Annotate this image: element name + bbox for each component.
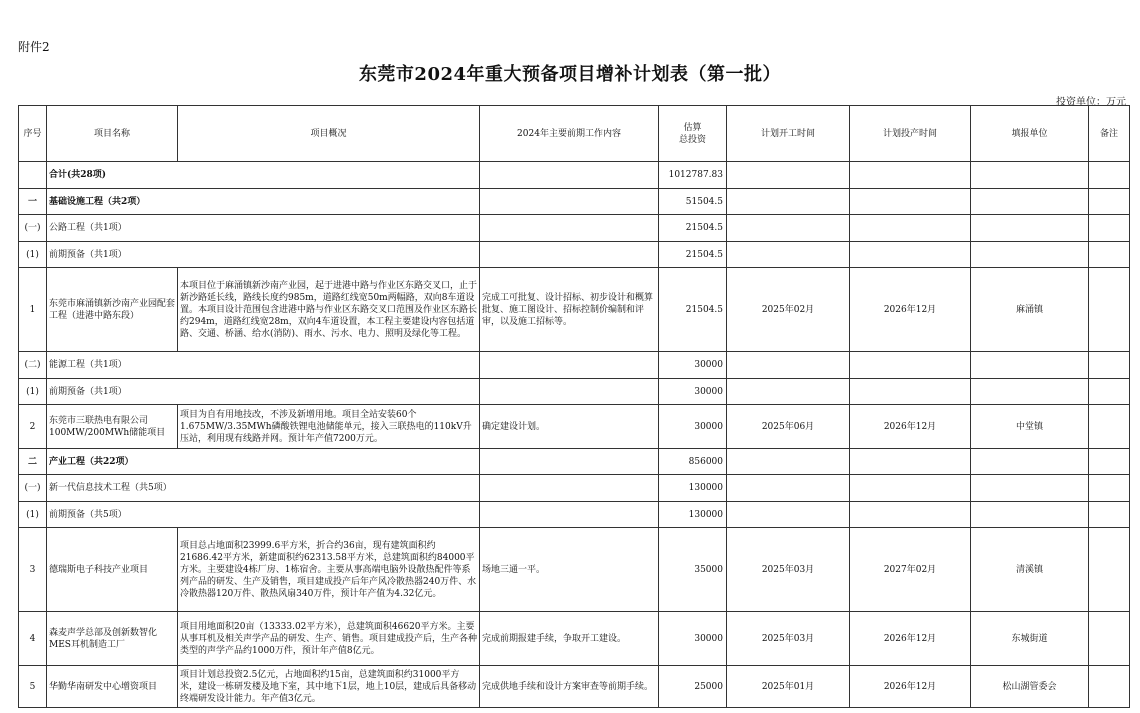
project-finish: 2027年02月 <box>850 528 971 612</box>
project-work: 完成工可批复、设计招标、初步设计和概算批复、施工图设计、招标控制价编制和评审，以及施工招标等。 <box>480 268 659 352</box>
project-work: 完成前期报建手续，争取开工建设。 <box>480 612 659 666</box>
header-invest-line1: 估算 <box>683 122 702 133</box>
subsection-seq: (二) <box>19 352 47 379</box>
preparation-seq: (1) <box>19 242 47 268</box>
project-invest: 25000 <box>659 666 727 708</box>
project-row <box>19 612 1130 666</box>
section-invest: 51504.5 <box>659 189 727 215</box>
project-note <box>1089 268 1130 352</box>
project-row <box>19 405 1130 449</box>
header-work: 2024年主要前期工作内容 <box>480 106 659 162</box>
section-invest: 856000 <box>659 449 727 475</box>
total-label: 合计(共28项) <box>47 162 480 189</box>
subsection-invest: 130000 <box>659 475 727 502</box>
project-row <box>19 268 1130 352</box>
project-seq: 2 <box>19 405 47 449</box>
preparation-label: 前期预备（共1项） <box>47 379 480 405</box>
header-overview: 项目概况 <box>178 106 480 162</box>
project-note <box>1089 666 1130 708</box>
preparation-invest: 130000 <box>659 502 727 528</box>
project-seq: 1 <box>19 268 47 352</box>
subsection-row <box>19 352 1130 379</box>
total-invest: 1012787.83 <box>659 162 727 189</box>
investment-unit: 投资单位：万元 <box>1056 97 1126 108</box>
header-start: 计划开工时间 <box>727 106 850 162</box>
project-invest: 30000 <box>659 405 727 449</box>
preparation-row <box>19 502 1130 528</box>
subsection-seq: (一) <box>19 475 47 502</box>
project-note <box>1089 612 1130 666</box>
subsection-label: 能源工程（共1项） <box>47 352 480 379</box>
project-start: 2025年03月 <box>727 612 850 666</box>
project-invest: 30000 <box>659 612 727 666</box>
subsection-row <box>19 215 1130 242</box>
header-name: 项目名称 <box>47 106 178 162</box>
section-seq: 二 <box>19 449 47 475</box>
project-overview: 项目总占地面积23999.6平方米，折合约36亩，现有建筑面积约21686.42平方米，新建面积约62313.58平方米，总建筑面积约84000平方米。主要建设4栋厂房、1栋宿舍。主要从事高端电脑外设散热配件等系列产品的研发、生产及销售，项目建成投产后年产风冷散热器240万件、水冷散热器120万件、散热风扇340万件，预计年产值为4.32亿元。 <box>178 528 480 612</box>
section-label: 基础设施工程（共2项） <box>47 189 480 215</box>
section-seq: 一 <box>19 189 47 215</box>
project-note <box>1089 528 1130 612</box>
header-invest <box>659 106 727 162</box>
project-name: 森麦声学总部及创新数智化MES耳机制造工厂 <box>47 612 178 666</box>
preparation-invest: 30000 <box>659 379 727 405</box>
project-seq: 4 <box>19 612 47 666</box>
header-finish: 计划投产时间 <box>850 106 971 162</box>
preparation-invest: 21504.5 <box>659 242 727 268</box>
project-finish: 2026年12月 <box>850 268 971 352</box>
project-unit: 东城街道 <box>971 612 1089 666</box>
subsection-invest: 21504.5 <box>659 215 727 242</box>
project-finish: 2026年12月 <box>850 405 971 449</box>
project-note <box>1089 405 1130 449</box>
header-unit: 填报单位 <box>971 106 1089 162</box>
project-invest: 21504.5 <box>659 268 727 352</box>
project-table <box>18 105 1130 708</box>
section-label: 产业工程（共22项） <box>47 449 480 475</box>
subsection-row <box>19 475 1130 502</box>
section-row <box>19 189 1130 215</box>
total-row <box>19 162 1130 189</box>
project-name: 华勤华南研发中心增资项目 <box>47 666 178 708</box>
project-work: 完成供地手续和设计方案审查等前期手续。 <box>480 666 659 708</box>
header-seq: 序号 <box>19 106 47 162</box>
project-seq: 5 <box>19 666 47 708</box>
preparation-seq: (1) <box>19 379 47 405</box>
project-finish: 2026年12月 <box>850 666 971 708</box>
project-overview: 项目用地面积20亩（13333.02平方米），总建筑面积46620平方米。主要从事耳机及相关声学产品的研发、生产、销售。项目建成投产后，生产各种类型的声学产品约1000万件，预计年产值8亿元。 <box>178 612 480 666</box>
project-unit: 麻涌镇 <box>971 268 1089 352</box>
project-start: 2025年02月 <box>727 268 850 352</box>
project-overview: 本项目位于麻涌镇新沙南产业园，起于进港中路与作业区东路交叉口，止于新沙路延长线，路线长度约985m，道路红线宽50m两幅路，双向8车道设置。本项目设计范围包含进港中路与作业区东路交叉口范围及作业区东路长约294m，道路红线宽28m，双向4车道设置，本工程主要建设内容包括道路、交通、桥涵、给水(消防)、雨水、污水、电力、照明及绿化等工程。 <box>178 268 480 352</box>
project-work: 场地三通一平。 <box>480 528 659 612</box>
project-unit: 清溪镇 <box>971 528 1089 612</box>
project-row <box>19 666 1130 708</box>
subsection-label: 新一代信息技术工程（共5项） <box>47 475 480 502</box>
subsection-seq: (一) <box>19 215 47 242</box>
project-unit: 中堂镇 <box>971 405 1089 449</box>
project-overview: 项目为自有用地技改，不涉及新增用地。项目全站安装60个1.675MW/3.35MWh磷酸铁锂电池储能单元，接入三联热电的110kV升压站，利用现有线路并网。预计年产值7200万元。 <box>178 405 480 449</box>
subsection-label: 公路工程（共1项） <box>47 215 480 242</box>
project-start: 2025年06月 <box>727 405 850 449</box>
project-finish: 2026年12月 <box>850 612 971 666</box>
page-title: 东莞市2024年重大预备项目增补计划表（第一批） <box>358 64 782 85</box>
project-name: 东莞市三联热电有限公司100MW/200MWh储能项目 <box>47 405 178 449</box>
project-work: 确定建设计划。 <box>480 405 659 449</box>
preparation-row <box>19 379 1130 405</box>
project-invest: 35000 <box>659 528 727 612</box>
project-start: 2025年01月 <box>727 666 850 708</box>
project-seq: 3 <box>19 528 47 612</box>
header-note: 备注 <box>1089 106 1130 162</box>
preparation-row <box>19 242 1130 268</box>
project-unit: 松山湖管委会 <box>971 666 1089 708</box>
section-row <box>19 449 1130 475</box>
preparation-label: 前期预备（共1项） <box>47 242 480 268</box>
project-start: 2025年03月 <box>727 528 850 612</box>
project-name: 东莞市麻涌镇新沙南产业园配套工程（进港中路东段） <box>47 268 178 352</box>
attachment-label: 附件2 <box>18 40 50 54</box>
header-row <box>19 106 1130 162</box>
project-name: 德瑞斯电子科技产业项目 <box>47 528 178 612</box>
subsection-invest: 30000 <box>659 352 727 379</box>
preparation-label: 前期预备（共5项） <box>47 502 480 528</box>
project-row <box>19 528 1130 612</box>
project-overview: 项目计划总投资2.5亿元，占地面积约15亩，总建筑面积约31000平方米，建设一栋研发楼及地下室，其中地下1层，地上10层，建成后具备移动终端研发设计能力。年产值3亿元。 <box>178 666 480 708</box>
preparation-seq: (1) <box>19 502 47 528</box>
header-invest-line2: 总投资 <box>678 134 706 145</box>
